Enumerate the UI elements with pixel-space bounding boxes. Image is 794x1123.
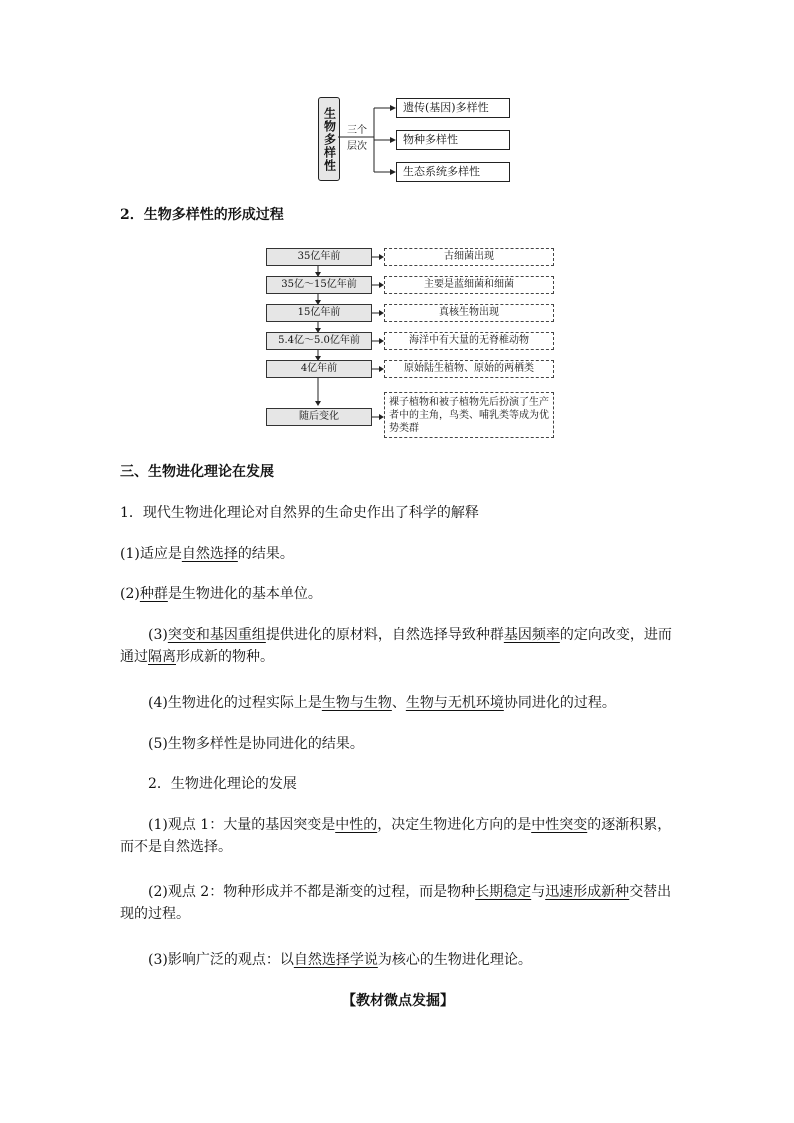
genetic-diversity-box: 遗传(基因)多样性 [396, 98, 510, 118]
timeline-event-box: 裸子植物和被子植物先后扮演了生产者中的主角，鸟类、哺乳类等成为优势类群 [384, 392, 554, 438]
paragraph-5: (5)生物多样性是协同进化的结果。 [148, 736, 364, 752]
fill-blank: 种群 [139, 586, 168, 602]
timeline-time-box: 4亿年前 [266, 360, 372, 378]
species-diversity-box: 物种多样性 [396, 130, 510, 150]
fill-blank: 迅速形成新种 [545, 884, 630, 900]
fill-blank: 生物与无机环境 [405, 695, 504, 711]
timeline-event-box: 古细菌出现 [384, 248, 554, 266]
timeline-event-box: 海洋中有大量的无脊椎动物 [384, 332, 554, 350]
paragraph-2: (2)种群是生物进化的基本单位。 [120, 586, 322, 602]
part3-sub1: 1．现代生物进化理论对自然界的生命史作出了科学的解释 [120, 505, 479, 521]
timeline-event-box: 原始陆生植物、原始的两栖类 [384, 360, 554, 378]
timeline-event-box: 主要是蓝细菌和细菌 [384, 276, 554, 294]
fill-blank: 隔离 [148, 649, 176, 665]
paragraph-4: (4)生物进化的过程实际上是生物与生物、生物与无机环境协同进化的过程。 [148, 695, 616, 711]
fill-blank: 自然选择学说 [293, 952, 378, 968]
fill-blank: 突变和基因重组 [167, 627, 266, 643]
diagram-root-box: 生物多样性 [318, 97, 340, 181]
fill-blank: 中性突变 [531, 817, 588, 833]
fill-blank: 自然选择 [181, 546, 238, 562]
ecosystem-diversity-box: 生态系统多样性 [396, 162, 510, 182]
timeline-time-box: 35亿年前 [266, 248, 372, 266]
timeline-time-box: 15亿年前 [266, 304, 372, 322]
section-heading-textbook: 【教材微点发掘】 [342, 993, 454, 1009]
paragraph-1: (1)适应是自然选择的结果。 [120, 546, 294, 562]
part3-sub2: 2．生物进化理论的发展 [148, 776, 297, 792]
timeline-event-box: 真核生物出现 [384, 304, 554, 322]
timeline-time-box: 5.4亿～5.0亿年前 [266, 332, 372, 350]
diagram-brackets [338, 100, 398, 180]
diagram-connector-label: 三个 层次 [347, 125, 367, 152]
fill-blank: 生物与生物 [321, 695, 392, 711]
viewpoint-2: (2)观点 2：物种形成并不都是渐变的过程，而是物种长期稳定与迅速形成新种交替出现的过程。 [120, 884, 672, 922]
fill-blank: 基因频率 [503, 627, 560, 643]
part3-title: 三、生物进化理论在发展 [120, 464, 274, 480]
viewpoint-3: (3)影响广泛的观点：以自然选择学说为核心的生物进化理论。 [148, 952, 532, 968]
timeline-time-box: 随后变化 [266, 408, 372, 426]
viewpoint-1: (1)观点 1：大量的基因突变是中性的，决定生物进化方向的是中性突变的逐渐积累，而不是自然选择。 [120, 817, 672, 855]
fill-blank: 中性的 [335, 817, 378, 833]
timeline-time-box: 35亿～15亿年前 [266, 276, 372, 294]
section-heading-formation: 2．生物多样性的形成过程 [120, 207, 284, 223]
paragraph-3: (3)突变和基因重组提供进化的原材料，自然选择导致种群基因频率的定向改变，进而通过隔离形成新的物种。 [120, 627, 672, 665]
fill-blank: 长期稳定 [475, 884, 532, 900]
